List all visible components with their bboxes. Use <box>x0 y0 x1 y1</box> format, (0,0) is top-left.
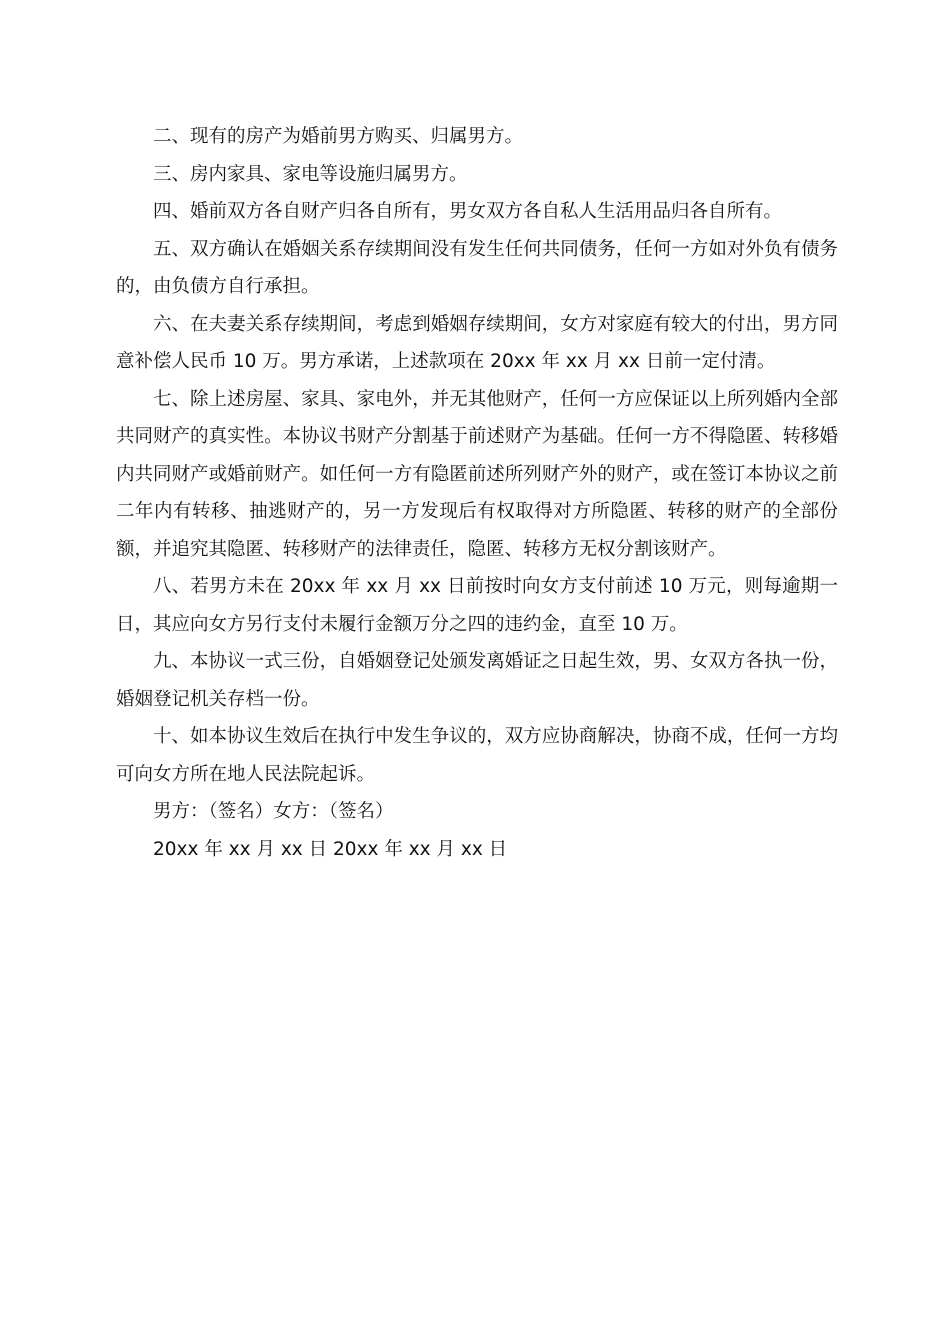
clause-8: 八、若男方未在 20xx 年 xx 月 xx 日前按时向女方支付前述 10 万元，则每逾期一日，其应向女方另行支付未履行金额万分之四的违约金，直至 10 万。 <box>116 576 838 635</box>
clause-6: 六、在夫妻关系存续期间，考虑到婚姻存续期间，女方对家庭有较大的付出，男方同意补偿人民币 10 万。男方承诺，上述款项在 20xx 年 xx 月 xx 日前一定付清。 <box>116 313 838 372</box>
clause-3: 三、房内家具、家电等设施归属男方。 <box>153 163 468 185</box>
clause-7: 七、除上述房屋、家具、家电外，并无其他财产，任何一方应保证以上所列婚内全部共同财产的真实性。本协议书财产分割基于前述财产为基础。任何一方不得隐匿、转移婚内共同财产或婚前财产。如任何一方有隐匿前述所列财产外的财产，或在签订本协议之前二年内有转移、抽逃财产的，另一方发现后有权取得对方所隐匿、转移的财产的全部份额，并追究其隐匿、转移财产的法律责任，隐匿、转移方无权分割该财产。 <box>116 388 838 560</box>
agreement-body <box>116 118 838 868</box>
signature-dates: 20xx 年 xx 月 xx 日 20xx 年 xx 月 xx 日 <box>153 838 508 860</box>
clause-5: 五、双方确认在婚姻关系存续期间没有发生任何共同债务，任何一方如对外负有债务的，由负债方自行承担。 <box>116 238 838 297</box>
clause-2: 二、现有的房产为婚前男方购买、归属男方。 <box>153 126 524 147</box>
signature-line: 男方：（签名）女方：（签名） <box>153 801 394 822</box>
clause-4: 四、婚前双方各自财产归各自所有，男女双方各自私人生活用品归各自所有。 <box>153 201 783 222</box>
clause-9: 九、本协议一式三份，自婚姻登记处颁发离婚证之日起生效，男、女双方各执一份，婚姻登记机关存档一份。 <box>116 651 838 710</box>
clause-10: 十、如本协议生效后在执行中发生争议的，双方应协商解决，协商不成，任何一方均可向女方所在地人民法院起诉。 <box>116 726 838 785</box>
